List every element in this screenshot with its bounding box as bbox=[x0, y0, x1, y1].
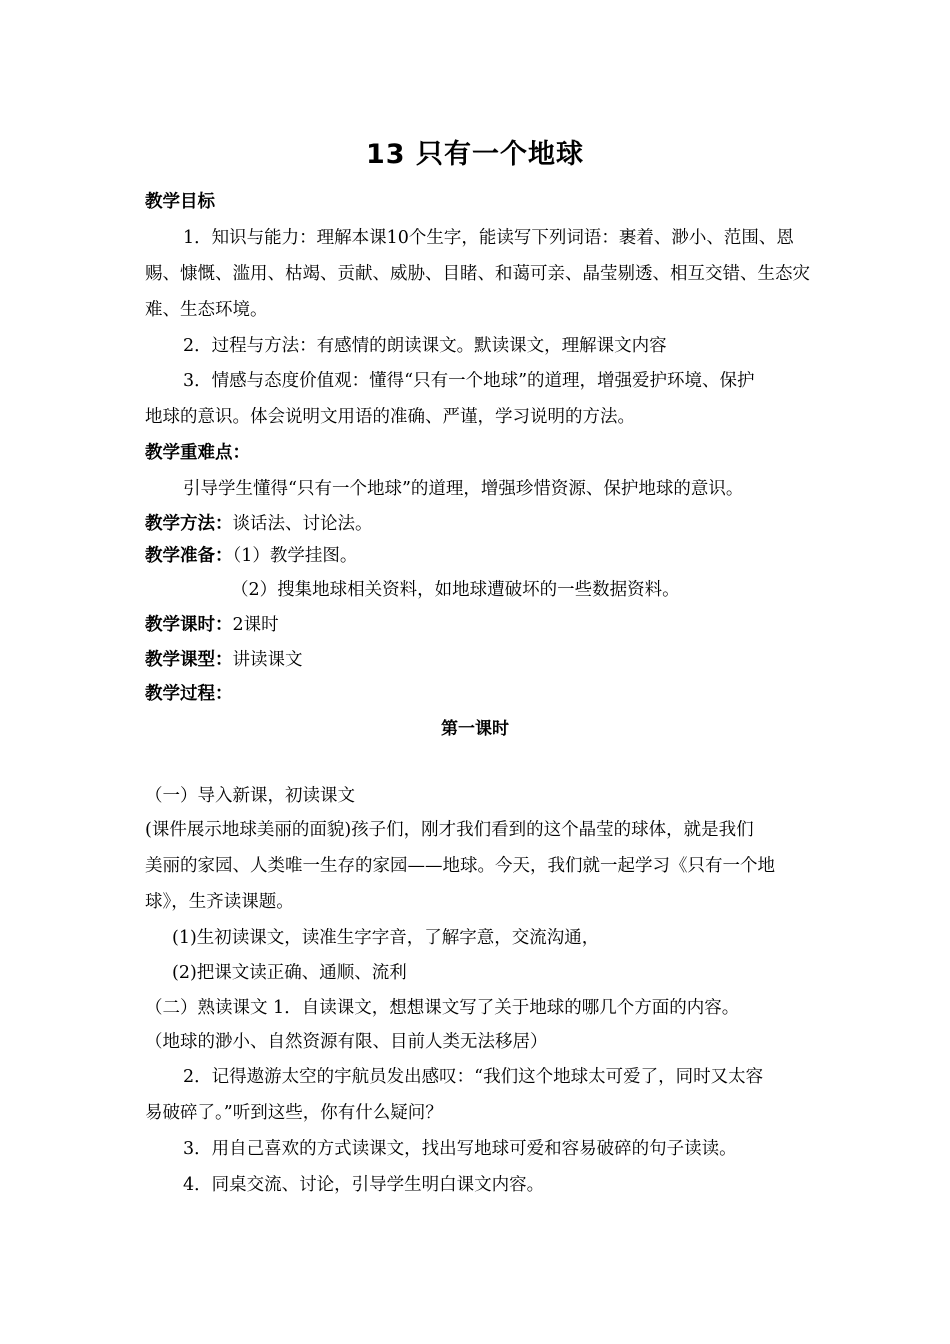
method-label: 教学方法： bbox=[145, 514, 233, 534]
part-1-heading: （一）导入新课，初读课文 bbox=[145, 786, 355, 806]
hours-label: 教学课时： bbox=[145, 615, 233, 635]
part-2-item-4: 4．同桌交流、讨论，引导学生明白课文内容。 bbox=[183, 1175, 545, 1195]
key-points-heading: 教学重难点： bbox=[145, 443, 250, 463]
part-2-item-2-line-2: 易破碎了。”听到这些，你有什么疑问？ bbox=[145, 1103, 443, 1123]
type-label: 教学课型： bbox=[145, 650, 233, 670]
goals-heading: 教学目标 bbox=[145, 192, 215, 212]
key-points-text: 引导学生懂得“只有一个地球”的道理，增强珍惜资源、保护地球的意识。 bbox=[183, 479, 744, 499]
preparation-row bbox=[145, 544, 815, 568]
type-value: 讲读课文 bbox=[232, 650, 303, 670]
part-1-step-1: (1)生初读课文，读准生字字音，了解字意，交流沟通， bbox=[172, 928, 600, 948]
method-row bbox=[145, 512, 815, 536]
goal-3-line-1: 3．情感与态度价值观：懂得“只有一个地球”的道理，增强爱护环境、保护 bbox=[183, 371, 755, 391]
part-2-line-1: （二）熟读课文 1．自读课文，想想课文写了关于地球的哪几个方面的内容。 bbox=[145, 998, 740, 1018]
preparation-label: 教学准备： bbox=[145, 546, 233, 566]
part-2-line-2: （地球的渺小、自然资源有限、目前人类无法移居） bbox=[145, 1032, 548, 1052]
preparation-item-2: （2）搜集地球相关资料，如地球遭破坏的一些数据资料。 bbox=[231, 580, 680, 600]
page-title: 13 只有一个地球 bbox=[366, 139, 584, 170]
goal-1-line-3: 难、生态环境。 bbox=[145, 300, 268, 320]
part-1-line-1: (课件展示地球美丽的面貌)孩子们，刚才我们看到的这个晶莹的球体，就是我们 bbox=[145, 820, 754, 840]
preparation-item-1: （1）教学挂图。 bbox=[232, 546, 358, 566]
part-1-line-2: 美丽的家园、人类唯一生存的家园——地球。今天，我们就一起学习《只有一个地 bbox=[145, 856, 775, 876]
goal-1-line-2: 赐、慷慨、滥用、枯竭、贡献、威胁、目睹、和蔼可亲、晶莹剔透、相互交错、生态灾 bbox=[145, 264, 810, 284]
process-heading: 教学过程： bbox=[145, 684, 233, 704]
part-2-item-2-line-1: 2．记得遨游太空的宇航员发出感叹：“我们这个地球太可爱了，同时又太容 bbox=[183, 1067, 764, 1087]
method-value: 谈话法、讨论法。 bbox=[232, 514, 373, 534]
goal-1-line-1: 1．知识与能力：理解本课10个生字，能读写下列词语：裹着、渺小、范围、恩 bbox=[183, 228, 794, 248]
hours-value: 2课时 bbox=[232, 615, 279, 635]
lesson-1-heading: 第一课时 bbox=[441, 719, 509, 739]
part-2-item-3: 3．用自己喜欢的方式读课文，找出写地球可爱和容易破碎的句子读读。 bbox=[183, 1139, 737, 1159]
goal-2: 2．过程与方法：有感情的朗读课文。默读课文，理解课文内容 bbox=[183, 336, 667, 356]
hours-row bbox=[145, 613, 815, 637]
type-row bbox=[145, 648, 815, 672]
part-1-step-2: (2)把课文读正确、通顺、流利 bbox=[172, 963, 407, 983]
part-1-line-3: 球》，生齐读课题。 bbox=[145, 892, 294, 912]
goal-3-line-2: 地球的意识。体会说明文用语的准确、严谨，学习说明的方法。 bbox=[145, 407, 635, 427]
